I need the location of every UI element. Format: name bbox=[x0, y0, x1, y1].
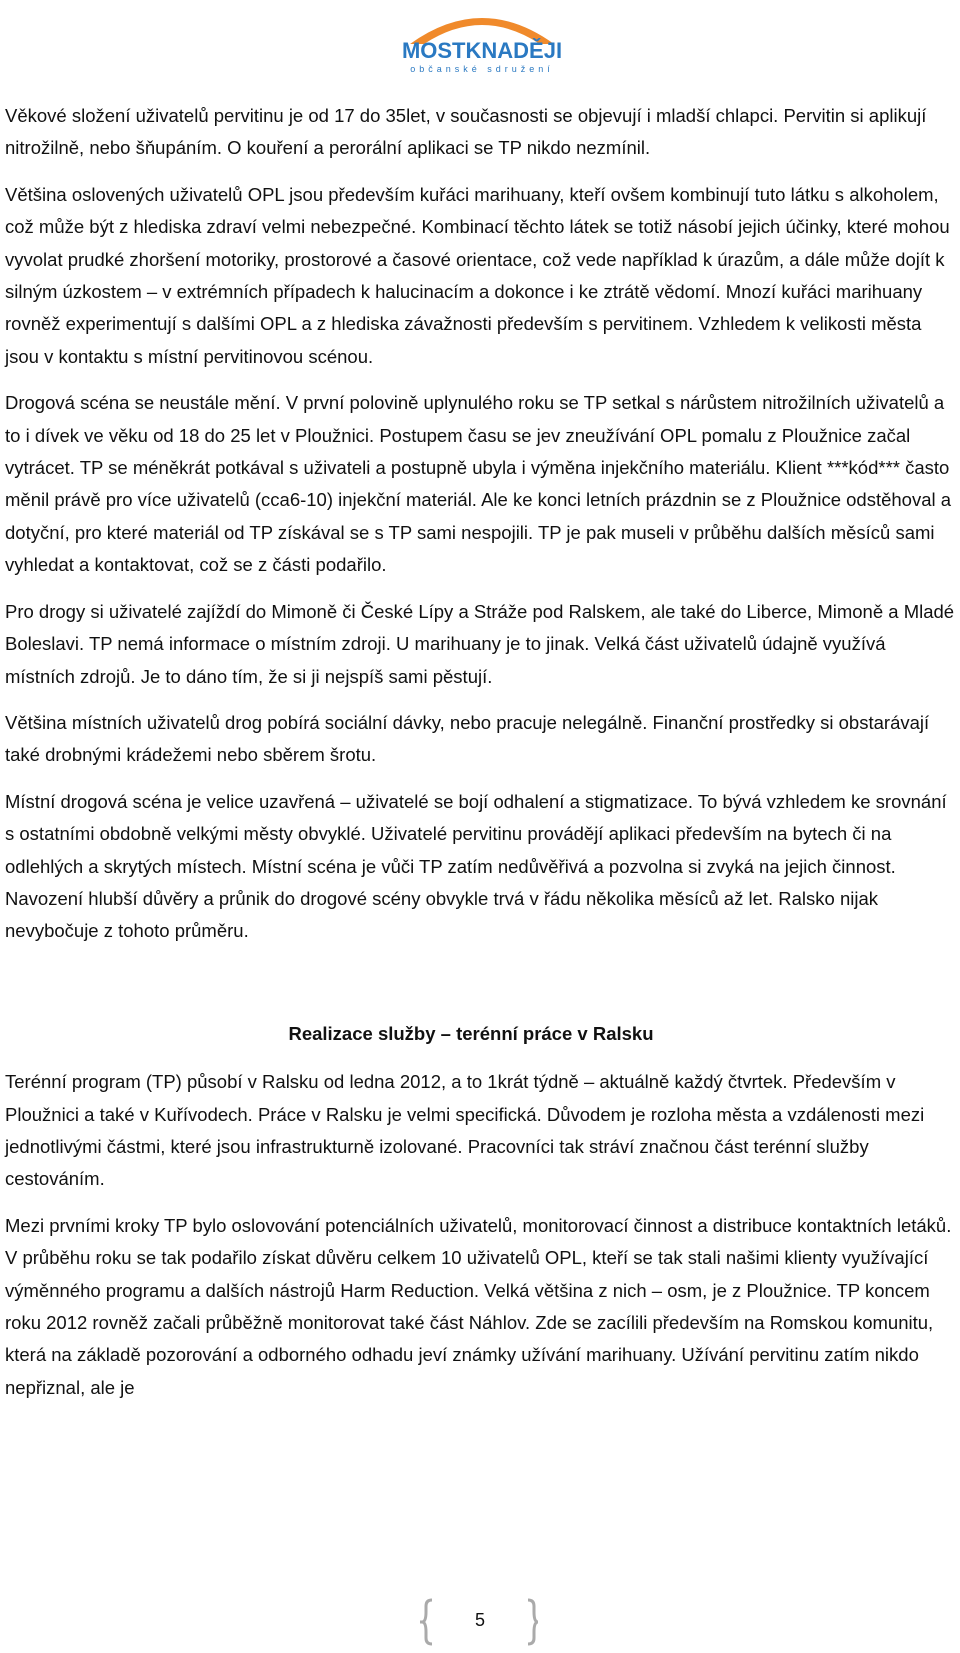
paragraph: Mezi prvními kroky TP bylo oslovování potenciálních uživatelů, monitorovací činnost a distribuce kontaktních letáků. V průběhu roku se tak podařilo získat důvěru celkem 10 uživatelů OPL, kteří se tak stali našimi klienty využívající výměnného programu a dalších nástrojů Harm Reduction. Velká většina z nich – osm, je z Ploužnice. TP koncem roku 2012 rovněž začali průběžně monitorovat také část Náhlov. Zde se zacílili především na Romskou komunitu, která na základě pozorování a odborného odhadu jeví známky užívání marihuany. Užívání pervitinu zatím nikdo nepřiznal, ale je bbox=[5, 1214, 952, 1398]
logo bbox=[370, 4, 594, 76]
paragraph: Většina místních uživatelů drog pobírá sociální dávky, nebo pracuje nelegálně. Finanční prostředky si obstarávají také drobnými krádežemi nebo sběrem šrotu. bbox=[5, 711, 930, 766]
paragraph: Většina oslovených uživatelů OPL jsou především kuřáci marihuany, kteří ovšem kombinují tuto látku s alkoholem, což může být z hlediska zdraví velmi nebezpečné. Kombinací těchto látek se totiž násobí jejich účinky, které mohou vyvolat prudké zhoršení motoriky, prostorové a časové orientace, což vede například k úrazům, a dále může dojít k silným úzkostem – v extrémních případech k halucinacím a dokonce i ke ztrátě vědomí. Mnozí kuřáci marihuany rovněž experimentují s dalšími OPL a z hlediska závažnosti především s pervitinem. Vzhledem k velikosti města jsou v kontaktu s místní pervitinovou scénou. bbox=[5, 183, 950, 367]
paragraph: Pro drogy si uživatelé zajíždí do Mimoně či České Lípy a Stráže pod Ralskem, ale také do Liberce, Mimoně a Mladé Boleslavi. TP nemá informace o místním zdroji. U marihuany je to jinak. Velká část uživatelů údajně využívá místních zdrojů. Je to dáno tím, že si ji nejspíš sami pěstují. bbox=[5, 600, 955, 687]
page-number: 5 bbox=[474, 1610, 485, 1630]
paragraph: Terénní program (TP) působí v Ralsku od ledna 2012, a to 1krát týdně – aktuálně každý čtvrtek. Především v Ploužnici a také v Kuřívodech. Práce v Ralsku je velmi specifická. Důvodem je rozloha města a vzdálenosti mezi jednotlivými částmi, které jsou infrastrukturně izolované. Pracovníci tak stráví značnou část terénní služby cestováním. bbox=[5, 1071, 925, 1190]
paragraph: Místní drogová scéna je velice uzavřená – uživatelé se bojí odhalení a stigmatizace. To bývá vzhledem ke srovnání s ostatními obdobně velkými městy obvyklé. Uživatelé pervitinu provádějí aplikaci především na bytech či na odlehlých a skrytých místech. Místní scéna je vůči TP zatím nedůvěřivá a pozvolna si zvyká na jejich činnost. Navození hlubší důvěry a průnik do drogové scény obvykle trvá v řádu několika měsíců až let. Ralsko nijak nevybočuje z tohoto průměru. bbox=[5, 790, 947, 942]
page-footer bbox=[420, 1598, 540, 1646]
section-heading: Realizace služby – terénní práce v Ralsku bbox=[288, 1022, 654, 1044]
paragraph: Věkové složení uživatelů pervitinu je od 17 do 35let, v současnosti se objevují i mladší chlapci. Pervitin si aplikují nitrožilně, nebo šňupáním. O kouření a perorální aplikaci se TP nikdo nezmínil. bbox=[5, 105, 927, 159]
logo-text: MOSTKNADĚJI bbox=[401, 38, 563, 63]
logo-subtitle: občanské sdružení bbox=[410, 64, 554, 74]
paragraph: Drogová scéna se neustále mění. V první polovině uplynulého roku se TP setkal s nárůstem nitrožilních uživatelů a to i dívek ve věku od 18 do 25 let v Ploužnici. Postupem času se jev zneužívání OPL pomalu z Ploužnice začal vytrácet. TP se méněkrát potkával s uživateli a postupně ubyla i výměna injekčního materiálu. Klient ***kód*** často měnil právě pro více uživatelů (cca6-10) injekční materiál. Ale ke konci letních prázdnin se z Ploužnice odstěhoval a dotyční, pro které materiál od TP získával se s TP sami nespojili. TP je pak museli v průběhu dalších měsíců sami vyhledat a kontaktovat, což se z části podařilo. bbox=[5, 392, 952, 576]
document-body bbox=[5, 100, 957, 1418]
